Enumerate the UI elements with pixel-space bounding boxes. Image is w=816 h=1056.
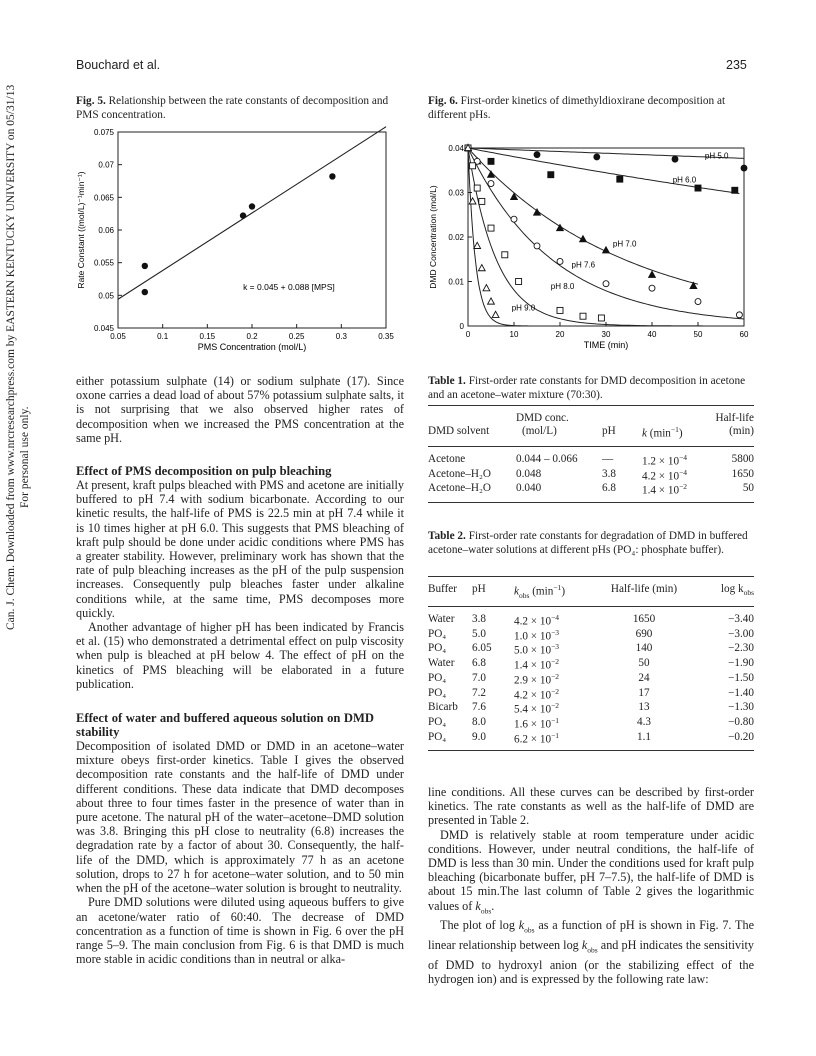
table2-header xyxy=(428,583,754,600)
cell-half-life: 5800 xyxy=(731,452,754,465)
fig5-chart xyxy=(70,124,400,360)
fig6-plot-frame xyxy=(468,148,744,326)
fig6-data-point xyxy=(488,225,494,231)
fig6-series-label: pH 8.0 xyxy=(550,282,575,292)
fig5-data-point xyxy=(142,263,148,269)
fig6-data-point xyxy=(534,243,540,249)
unit-exponent: −1 xyxy=(553,583,562,592)
fig6-x-axis-label: TIME (min) xyxy=(583,340,629,350)
cell-half-life: 17 xyxy=(638,686,650,699)
right-column xyxy=(428,785,754,986)
cell-kobs xyxy=(514,716,596,731)
running-header-authors: Bouchard et al. xyxy=(76,58,161,72)
fig6-data-point xyxy=(594,154,600,160)
table1-caption-text: First-order rate constants for DMD decomposition in acetone and an acetone–water mixture (70:30). xyxy=(428,375,746,401)
fig6-data-point xyxy=(488,181,494,187)
section-heading: Effect of PMS decomposition on pulp bleaching xyxy=(76,464,332,479)
cell-buffer: PO₄ xyxy=(428,730,447,743)
unit: ) xyxy=(561,585,566,598)
fig5-caption-text: Relationship between the rate constants of decomposition and PMS concentration. xyxy=(76,95,389,121)
cell-half-life: 4.3 xyxy=(637,716,651,729)
table1 xyxy=(428,405,754,503)
text: as a function of pH is shown in Fig. 7. The linear relationship between log xyxy=(428,918,754,952)
unit: (min xyxy=(529,585,554,598)
cell-buffer: PO₄ xyxy=(428,642,447,655)
text: and pH indicates the sensitivity of DMD to hydroxyl anion (or the stabilizing effect of the hydrogen ion) and is expressed by the following rate law: xyxy=(428,937,754,986)
k-mantissa: 5.0 × 10 xyxy=(514,645,552,658)
unit-exponent: −1 xyxy=(670,425,679,435)
paragraph: Another advantage of higher pH has been indicated by Francis et al. (15) who demonstrated a detrimental effect on pulp viscosity when pulp is bleached at pH below 4. The effect of pH on the kinetics of PMS bleaching will be elaborated in a future publication. xyxy=(76,620,404,691)
paragraph: Pure DMD solutions were diluted using aqueous buffers to give an acetone/water ratio of 60:40. The decrease of DMD concentration as a function of time is shown in Fig. 6 over the pH range 5–9. The main conclusion from Fig. 6 is that DMD is much more stable in acidic conditions than in neutral or alka- xyxy=(76,895,404,967)
cell-solvent: Acetone xyxy=(428,452,466,465)
subscript: obs xyxy=(587,945,598,955)
cell-ph: 6.8 xyxy=(472,657,486,670)
fig6-data-point xyxy=(516,279,522,285)
k-exponent: −2 xyxy=(679,482,688,492)
table1-label: Table 1. xyxy=(428,375,466,387)
cell-solvent: Acetone–H₂O xyxy=(428,482,491,495)
table2-label: Table 2. xyxy=(428,530,466,542)
fig5-data-point xyxy=(329,173,335,179)
table-row xyxy=(428,687,754,702)
fig6-data-point xyxy=(483,285,490,291)
cell-buffer: Water xyxy=(428,657,455,670)
table1-rows xyxy=(428,453,754,497)
table-row xyxy=(428,672,754,687)
fig6-caption-text: First-order kinetics of dimethyldioxirane decomposition at different pHs. xyxy=(428,95,726,121)
fig6-data-point xyxy=(649,285,655,291)
cell-conc: 0.048 xyxy=(516,467,542,480)
fig6-data-point xyxy=(557,258,563,264)
subscript: obs xyxy=(480,906,492,916)
fig6-data-point xyxy=(502,252,508,258)
paragraph: either potassium sulphate (14) or sodium sulphate (17). Since oxone carries a dead load of about 57% potassium sulphate salts, it is not surprising that we also observed higher rates of decomposition when we increased the PMS concentration at the same pH. xyxy=(76,374,404,445)
cell-buffer: PO₄ xyxy=(428,671,447,684)
cell-kobs xyxy=(514,731,596,746)
fig6-series-line xyxy=(468,148,744,319)
cell-ph: — xyxy=(602,452,614,465)
k-mantissa: 1.4 × 10 xyxy=(514,659,552,672)
cell-buffer: Bicarb xyxy=(428,701,458,714)
fig6-x-tick-label: 40 xyxy=(647,330,657,339)
fig6-data-point xyxy=(672,156,678,162)
cell-ph: 9.0 xyxy=(472,730,486,743)
k-mantissa: 1.2 × 10 xyxy=(642,455,680,468)
k-mantissa: 5.4 × 10 xyxy=(514,704,552,717)
text: DMD is relatively stable at room temperature under acidic conditions. However, under neutral conditions, the half-life of DMD is less than 30 min. Under the conditions used for kraft pulp bleaching (bicarbonate buffer, pH 7–7.5), the half-life of DMD is about 15 min.The last column of Table 2 gives the logarithmic values of xyxy=(428,827,754,913)
k-mantissa: 6.2 × 10 xyxy=(514,733,552,746)
cell-log-kobs: −3.00 xyxy=(728,627,754,640)
paragraph: At present, kraft pulps bleached with PMS and acetone are initially buffered to pH 7.4 with sodium bicarbonate. According to our kinetic results, the half-life of PMS is 22.5 min at pH 7.4 while it is 10 times higher at pH 6.0. This suggests that PMS bleaching of kraft pulp should be done under acidic conditions where PMS has a greater stability. However, preliminary work has shown that the rate of pulp bleaching increases as the pH of the pulp suspension increases. Consequently pulp bleaches faster under alkaline conditions while, at the same time, PMS decomposes more quickly. xyxy=(76,478,404,620)
k-exponent: −2 xyxy=(551,701,560,711)
k-exponent: −1 xyxy=(551,730,560,740)
cell-log-kobs: −1.50 xyxy=(728,671,754,684)
table1-caption xyxy=(428,374,748,402)
fig6-data-point xyxy=(603,281,609,287)
cell-half-life: 13 xyxy=(638,701,650,714)
k-mantissa: 4.2 × 10 xyxy=(514,615,552,628)
fig6-x-tick-label: 0 xyxy=(465,330,471,339)
fig5-y-tick-label: 0.075 xyxy=(93,128,114,137)
fig5-caption xyxy=(76,94,396,122)
fig6-series-label: pH 5.0 xyxy=(704,151,729,161)
cell-ph: 8.0 xyxy=(472,716,486,729)
fig5-fit-line xyxy=(118,127,386,299)
fig6-series-label: pH 6.0 xyxy=(672,175,697,185)
cell-log-kobs: −1.40 xyxy=(728,686,754,699)
col-header: DMD conc. xyxy=(516,412,569,424)
fig6-data-point xyxy=(534,152,540,158)
cell-half-life: 50 xyxy=(638,657,650,670)
fig5-y-tick-label: 0.06 xyxy=(98,226,114,235)
fig5-fit-annotation: k = 0.045 + 0.088 [MPS] xyxy=(243,282,335,293)
k-exponent: −4 xyxy=(551,612,560,622)
subscript: obs xyxy=(743,588,754,598)
unit: ) xyxy=(678,427,683,440)
cell-half-life: 1650 xyxy=(731,467,754,480)
fig6-y-tick-label: 0 xyxy=(459,322,464,331)
cell-kobs xyxy=(514,657,596,672)
cell-kobs xyxy=(514,628,596,643)
cell-solvent: Acetone–H₂O xyxy=(428,467,491,480)
fig6-series-label: pH 7.0 xyxy=(612,239,637,249)
k-mantissa: 2.9 × 10 xyxy=(514,674,552,687)
col-header: (min) xyxy=(729,425,754,438)
table-row xyxy=(428,613,754,628)
download-notice xyxy=(0,84,40,630)
cell-log-kobs: −2.30 xyxy=(728,642,754,655)
fig6-y-tick-label: 0.02 xyxy=(448,233,464,242)
fig6-x-tick-label: 10 xyxy=(509,330,519,339)
fig6-data-point xyxy=(511,216,517,222)
col-header: Buffer xyxy=(428,583,457,595)
k-exponent: −2 xyxy=(551,686,560,696)
cell-buffer: PO₄ xyxy=(428,716,447,729)
subscript: obs xyxy=(518,590,530,600)
table-row xyxy=(428,642,754,657)
fig5-y-tick-label: 0.065 xyxy=(93,193,114,203)
fig5-x-tick-label: 0.25 xyxy=(288,332,305,341)
table2-rows xyxy=(428,613,754,746)
fig5-y-tick-label: 0.07 xyxy=(98,160,114,170)
k-mantissa: 1.0 × 10 xyxy=(514,630,552,643)
fig6-label: Fig. 6. xyxy=(428,95,458,107)
k-mantissa: 1.4 × 10 xyxy=(642,485,680,498)
k-mantissa: 1.6 × 10 xyxy=(514,718,552,731)
fig5-y-tick-label: 0.045 xyxy=(93,324,114,333)
fig5-x-tick-label: 0.35 xyxy=(378,332,394,341)
cell-half-life: 24 xyxy=(638,671,650,684)
table-row xyxy=(428,468,754,483)
cell-buffer: PO₄ xyxy=(428,627,447,640)
fig6-y-axis-label: DMD Concentration (mol/L) xyxy=(428,185,438,289)
fig6-data-point xyxy=(470,163,476,169)
text: The plot of log xyxy=(440,918,519,933)
fig6-data-point xyxy=(488,298,495,304)
fig5-y-tick-label: 0.055 xyxy=(93,258,114,268)
fig5-x-tick-label: 0.1 xyxy=(157,332,169,341)
fig6-data-point xyxy=(488,158,494,164)
paragraph: Decomposition of isolated DMD or DMD in an acetone–water mixture obeys first-order kinetics. Table I gives the observed decomposition rate constants and the half-life of DMD under different conditions. These data indicate that DMD decomposes about three to four times faster in the presence of water than in pure acetone. The natural pH of the water–acetone–DMD solution was 3.8. Bringing this pH close to neutrality (6.8) increases the degradation rate by a factor of about 30. Consequently, the half-life of the DMD, which is approximately 77 h as an acetone solution, drops to 27 h for acetone–water solution, and to 50 min when the pH of the acetone–water solution is brought to neutrality. xyxy=(76,739,404,896)
fig6-y-tick-label: 0.04 xyxy=(448,144,464,153)
section-heading: Effect of water and buffered aqueous solution on DMD stability xyxy=(76,711,374,740)
fig5-label: Fig. 5. xyxy=(76,95,106,107)
fig5-y-tick-label: 0.05 xyxy=(98,291,114,301)
cell-buffer: PO₄ xyxy=(428,686,447,699)
col-header: DMD solvent xyxy=(428,425,490,438)
fig6-chart xyxy=(424,138,760,360)
table-row xyxy=(428,701,754,716)
fig6-data-point xyxy=(474,185,480,191)
fig6-data-point xyxy=(580,313,586,319)
cell-k xyxy=(636,468,720,483)
cell-log-kobs: −1.90 xyxy=(728,657,754,670)
k-exponent: −4 xyxy=(679,467,688,477)
k-exponent: −2 xyxy=(551,671,560,681)
page-number: 235 xyxy=(726,58,747,72)
table2 xyxy=(428,576,754,751)
paragraph: line conditions. All these curves can be described by first-order kinetics. The rate constants as well as the half-life of DMD are presented in Table 2. xyxy=(428,785,754,828)
fig6-data-point xyxy=(548,172,554,178)
col-header xyxy=(636,425,714,440)
cell-ph: 7.2 xyxy=(472,686,486,699)
fig6-series-label: pH 9.0 xyxy=(511,303,536,313)
cell-buffer: Water xyxy=(428,612,455,625)
col-header: pH xyxy=(602,425,616,438)
fig6-data-point xyxy=(736,312,742,318)
fig6-x-tick-label: 60 xyxy=(739,330,749,339)
unit: (min xyxy=(646,427,671,440)
k-exponent: −4 xyxy=(679,452,688,462)
text: . xyxy=(491,898,495,913)
left-column xyxy=(76,374,404,966)
download-notice-line2: For personal use only. xyxy=(19,406,31,508)
fig5-y-axis-label: Rate Constant ((mol/L)⁻¹min⁻¹) xyxy=(76,171,86,289)
fig6-data-point xyxy=(695,185,701,191)
fig6-caption xyxy=(428,94,758,122)
cell-kobs xyxy=(514,701,596,716)
fig5-plot-frame xyxy=(118,132,386,328)
table-row xyxy=(428,657,754,672)
k-symbol: k xyxy=(475,898,481,913)
cell-ph: 3.8 xyxy=(602,467,616,480)
k-symbol: k xyxy=(642,427,647,440)
fig5-data-point xyxy=(240,212,246,218)
fig6-data-point xyxy=(617,176,623,182)
cell-ph: 7.0 xyxy=(472,671,486,684)
col-header xyxy=(692,583,754,600)
fig6-y-tick-label: 0.01 xyxy=(448,277,464,287)
fig6-data-point xyxy=(649,271,656,277)
table-row xyxy=(428,716,754,731)
table-row xyxy=(428,482,754,497)
col-header: Half-life xyxy=(715,412,754,424)
cell-kobs xyxy=(514,672,596,687)
k-exponent: −3 xyxy=(551,627,560,637)
fig6-data-point xyxy=(478,265,485,271)
fig6-data-point xyxy=(479,198,485,204)
table-row xyxy=(428,453,754,468)
cell-kobs xyxy=(514,687,596,702)
fig6-x-tick-label: 50 xyxy=(693,330,703,339)
paragraph xyxy=(428,828,754,919)
col-header: Half-life (min) xyxy=(610,583,678,595)
fig6-data-point xyxy=(474,242,481,248)
subscript: obs xyxy=(524,925,535,935)
fig6-series-line xyxy=(468,148,744,158)
fig6-series-label: pH 7.6 xyxy=(571,260,596,270)
fig6-data-point xyxy=(557,307,563,313)
table-header-row xyxy=(428,425,754,440)
cell-half-life: 690 xyxy=(635,627,653,640)
cell-ph: 3.8 xyxy=(472,612,486,625)
col-header: pH xyxy=(472,583,486,595)
fig6-series-line xyxy=(468,148,703,326)
table-row xyxy=(428,628,754,643)
cell-k xyxy=(636,453,720,468)
table-row xyxy=(428,731,754,746)
table-header-row xyxy=(428,412,754,425)
table-header-row xyxy=(428,583,754,600)
k-exponent: −2 xyxy=(551,657,560,667)
table1-body xyxy=(428,412,754,440)
fig5-x-tick-label: 0.15 xyxy=(199,332,216,341)
cell-log-kobs: −1.30 xyxy=(728,701,754,714)
fig5-data-point xyxy=(249,203,255,209)
table2-caption xyxy=(428,529,750,557)
cell-half-life: 50 xyxy=(742,482,754,495)
cell-half-life: 140 xyxy=(635,642,653,655)
k-symbol: k xyxy=(518,918,525,933)
fig6-data-point xyxy=(732,187,738,193)
fig5-x-tick-label: 0.3 xyxy=(335,332,347,341)
cell-kobs xyxy=(514,613,596,628)
cell-log-kobs: −0.80 xyxy=(728,716,754,729)
fig6-data-point xyxy=(598,315,604,321)
cell-half-life: 1650 xyxy=(632,612,656,625)
cell-k xyxy=(636,482,720,497)
k-mantissa: 4.2 × 10 xyxy=(642,470,680,483)
fig6-y-tick-label: 0.03 xyxy=(448,188,464,198)
fig6-x-tick-label: 30 xyxy=(601,330,611,339)
k-symbol: k xyxy=(514,585,519,598)
table2-caption-text: First-order rate constants for degradation of DMD in buffered acetone–water solutions at different pHs (PO₄: phosphate buffer). xyxy=(428,530,748,556)
cell-log-kobs: −0.20 xyxy=(728,730,754,743)
cell-conc: 0.040 xyxy=(516,482,542,495)
cell-ph: 6.8 xyxy=(602,482,616,495)
download-notice-line1: Can. J. Chem. Downloaded from www.nrcresearchpress.com by EASTERN KENTUCKY UNIVERSITY on 05/31/13 xyxy=(5,84,17,630)
col-header: (mol/L) xyxy=(522,425,557,438)
fig6-data-point xyxy=(695,299,701,305)
fig6-x-tick-label: 20 xyxy=(555,330,565,339)
fig5-x-tick-label: 0.05 xyxy=(110,332,126,341)
col-header xyxy=(514,583,596,600)
k-symbol: k xyxy=(581,937,588,952)
paragraph xyxy=(428,918,754,986)
cell-log-kobs: −3.40 xyxy=(728,612,754,625)
cell-ph: 5.0 xyxy=(472,627,486,640)
fig5-data-point xyxy=(142,289,148,295)
k-exponent: −3 xyxy=(551,642,560,652)
fig5-x-tick-label: 0.2 xyxy=(246,332,258,341)
cell-ph: 7.6 xyxy=(472,701,486,714)
cell-kobs xyxy=(514,642,596,657)
cell-ph: 6.05 xyxy=(472,642,492,655)
cell-half-life: 1.1 xyxy=(637,730,651,743)
fig6-data-point xyxy=(741,165,747,171)
k-mantissa: 4.2 × 10 xyxy=(514,689,552,702)
fig6-data-point xyxy=(492,311,499,317)
log-symbol: log k xyxy=(720,583,744,595)
cell-conc: 0.044 – 0.066 xyxy=(516,452,578,465)
k-exponent: −1 xyxy=(551,716,560,726)
fig5-x-axis-label: PMS Concentration (mol/L) xyxy=(197,342,307,352)
